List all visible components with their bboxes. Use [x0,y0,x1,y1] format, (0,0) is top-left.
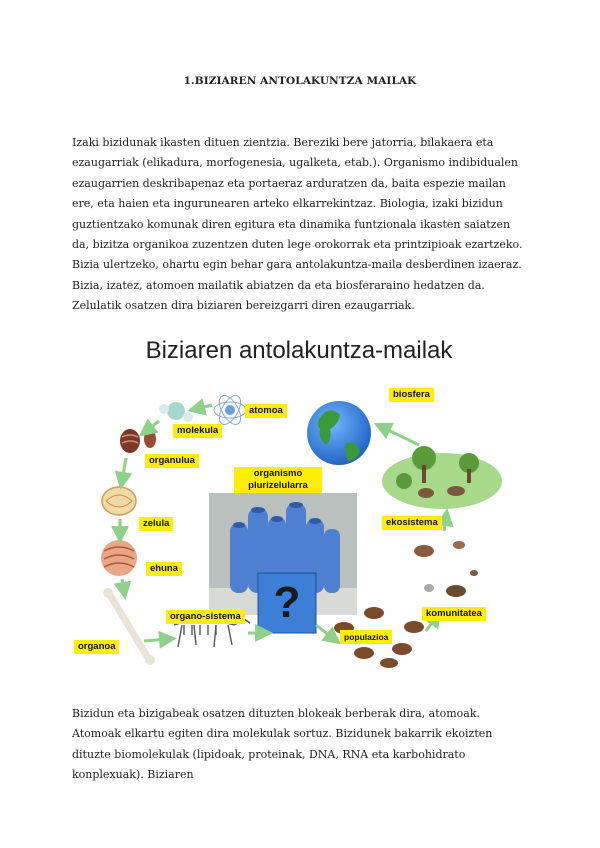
paragraph-atoms: Bizidun eta bizigabeak osatzen dituzten blokeak berberak dira, atomoak. Atomoak elkartu egiten dira molekulak sortuz. Bizidunek bakarrik ekoizten dituzte biomolekulak (lipidoak, proteinak, DNA, RNA eta karbohidrato konplexuak). Biziaren [72,707,493,782]
paragraph-intro: Izaki bizidunak ikasten dituen zientzia. Bereziki bere jatorria, bilakaera eta ezaugarriak (elikadura, morfogenesia, ugalketa, etab.). Organismo indibidualen ezaugarrien deskribapenaz eta portaeraz arduratzen da, baita espezie mailan ere, eta haien eta ingurunearen arteko elkarrekintzaz. Biologia, izaki bizidun guztientzako komunak diren egitura eta dinamika funtzionala ikasten saiatzen da, bizitza organikoa zuzentzen duten lege orokorrak eta printzipioak ezartzeko. Bizia ulertzeko, ohartu egin behar gara antolakuntza-maila desberdinen izaeraz. Bizia, izatez, atomoen mailatik abiatzen da eta biosferaraino hedatzen da. Zelulatik osatzen dira biziaren bereizgarri diren ezaugarriak. [72,136,523,313]
page-heading: 1.BIZIAREN ANTOLAKUNTZA MAILAK [183,75,417,87]
atom-icon [214,392,246,428]
community-icon [402,528,486,608]
label-atomoa: atomoa [245,404,287,418]
label-organo-sistema: organo-sistema [166,610,245,624]
label-organoa: organoa [74,640,119,654]
figure-title: Biziaren antolakuntza-mailak [145,337,453,364]
label-ekosistema: ekosistema [382,516,442,530]
organelle-icon [120,429,156,453]
label-biosfera: biosfera [389,388,434,402]
ecosystem-icon [382,446,502,509]
cell-icon [102,487,136,515]
label-zelula: zelula [139,517,173,531]
tissue-icon [101,540,137,576]
label-komunitatea: komunitatea [422,607,486,621]
label-organismo-plurizelularra: organismo plurizelularra [234,467,322,493]
label-organulua: organulua [145,454,199,468]
levels-of-organization-figure [64,333,534,673]
molecule-icon [159,402,193,422]
label-populazioa: populazioa [340,630,392,644]
label-ehuna: ehuna [146,562,182,576]
label-molekula: molekula [173,424,222,438]
globe-icon [307,401,371,465]
question-mark: ? [273,578,301,627]
